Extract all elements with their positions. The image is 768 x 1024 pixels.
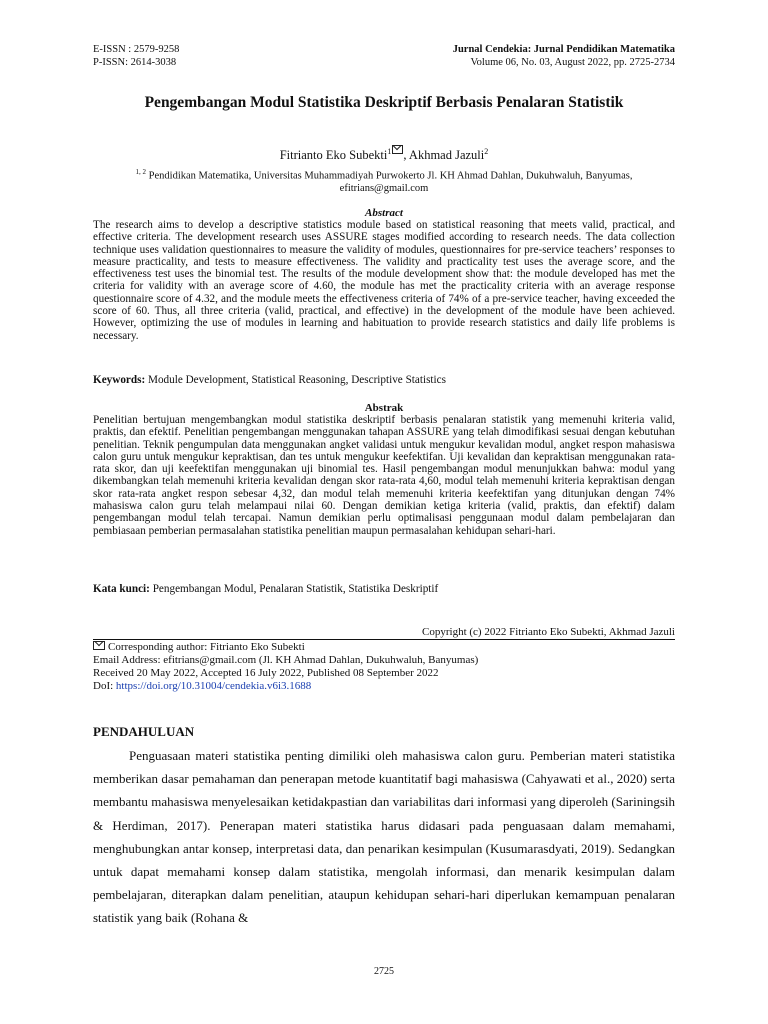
article-title: Pengembangan Modul Statistika Deskriptif Berbasis Penalaran Statistik xyxy=(144,94,624,111)
section-heading: PENDAHULUAN xyxy=(93,724,195,739)
copyright-notice: Copyright (c) 2022 Fitrianto Eko Subekti, Akhmad Jazuli xyxy=(422,626,675,638)
author-1-sup: 1 xyxy=(387,146,392,156)
affiliation xyxy=(93,166,675,196)
article-dates: Received 20 May 2022, Accepted 16 July 2022, Published 08 September 2022 xyxy=(93,667,439,679)
affiliation-text: Pendidikan Matematika, Universitas Muhammadiyah Purwokerto Jl. KH Ahmad Dahlan, Dukuhwaluh, Banyumas, xyxy=(146,170,633,182)
journal-volume: Volume 06, No. 03, August 2022, pp. 2725-2734 xyxy=(470,57,675,68)
doi-link[interactable]: https://doi.org/10.31004/cendekia.v6i3.1688 xyxy=(115,680,312,692)
doi-label: DoI: xyxy=(93,680,116,692)
journal-page xyxy=(93,0,675,1024)
journal-name: Jurnal Cendekia: Jurnal Pendidikan Matematika xyxy=(452,44,675,55)
divider-rule xyxy=(93,639,675,640)
corresponding-author: Corresponding author: Fitrianto Eko Subekti xyxy=(108,641,305,653)
author-1: Fitrianto Eko Subekti xyxy=(279,148,388,162)
corresponding-email: Email Address: efitrians@gmail.com (Jl. KH Ahmad Dahlan, Dukuhwaluh, Banyumas) xyxy=(93,654,479,666)
intro-paragraph: Penguasaan materi statistika penting dimiliki oleh mahasiswa calon guru. Pemberian materi statistika memberikan dasar pemahaman dan penerapan metode kuantitatif bagi mahasiswa (Cahyawati et al., 2020) serta membantu mahasiswa menyelesaikan ketidakpastian dan variabilitas dari informasi yang diperoleh (Sariningsih & Herdiman, 2017). Penerapan materi statistika harus didasari pada penguasaan dalam memahami, menghubungkan antar konsep, interpretasi data, dan penarikan kesimpulan (Kusumarasdyati, 2019). Sedangkan untuk dapat memahami konsep dalam statistika, mengolah informasi, dan menarik kesimpulan dalam pembelajaran, diterapkan dalam penelitian, ataupun kehidupan sehari-hari diperlukan kemampuan penalaran statistik yang baik (Rohana & xyxy=(93,748,675,926)
keywords-list-id: Pengembangan Modul, Penalaran Statistik, Statistika Deskriptif xyxy=(149,583,439,595)
affiliation-email[interactable]: efitrians@gmail.com xyxy=(339,183,429,194)
keywords-id xyxy=(93,583,675,596)
journal-block xyxy=(453,43,675,69)
keywords-label-id: Kata kunci: xyxy=(93,583,150,595)
author-line xyxy=(93,145,675,163)
abstract-heading-id: Abstrak xyxy=(364,402,404,414)
author-2: Akhmad Jazuli xyxy=(408,148,485,162)
page-number: 2725 xyxy=(374,966,394,977)
author-2-sup: 2 xyxy=(484,146,489,156)
keywords-label-en: Keywords: xyxy=(93,374,146,386)
eissn: E-ISSN : 2579-9258 xyxy=(93,44,180,55)
keywords-en xyxy=(93,374,675,387)
envelope-icon xyxy=(392,145,403,154)
author-separator: , xyxy=(403,148,409,162)
abstract-text-en: The research aims to develop a descriptive statistics module based on statistical reasoning that meets valid, practical, and effective criteria. The development research uses ASSURE stages modified according to research needs. The data collection technique uses validation questionnaires to measure the validity of modules, questionnaires for pre-service teachers’ responses to measure practicality, and tests to measure effectiveness. The validity and practicality test uses the average score, and the effectiveness test uses the binomial test. The results of the module development show that: the module developed has met the criteria for validity with an average score of 4.60, the module has met the practicality criteria with an average response questionnaire score of 4.32, and the module meets the effectiveness criteria of 74% of a pre-service teacher, having exceeded the score of 60. Thus, all three criteria (valid, practical, and effective) in the development of the module have been achieved. However, optimizing the use of modules in learning and habituation to provide research statistics and daily life problems is necessary. xyxy=(93,219,675,342)
correspondence-block xyxy=(93,641,675,693)
envelope-icon xyxy=(93,641,105,650)
affiliation-sup: 1, 2 xyxy=(135,168,147,176)
issn-block xyxy=(93,43,179,69)
abstract-heading-en: Abstract xyxy=(365,207,403,219)
keywords-list-en: Module Development, Statistical Reasoning, Descriptive Statistics xyxy=(145,374,446,386)
pissn: P-ISSN: 2614-3038 xyxy=(93,57,177,68)
abstract-text-id: Penelitian bertujuan mengembangkan modul statistika deskriptif berbasis penalaran statistik yang memenuhi kriteria valid, praktis, dan efektif. Penelitian pengembangan menggunakan tahapan ASSURE yang telah dimodifikasi sesuai dengan kebutuhan penelitian. Teknik pengumpulan data menggunakan angket validasi untuk mengukur kevalidan modul, angket respon mahasiswa calon guru untuk mengukur kepraktisan, dan tes untuk mengukur keefektifan. Uji kevalidan dan kepraktisan menggunakan rata-rata skor, dan uji keefektifan menggunakan uji binomial tes. Hasil pengembangan modul menunjukkan bahwa: modul yang dikembangkan telah memenuhi kriteria kevalidan dengan skor rata-rata 4,60, modul telah memenuhi kriteria kepraktisan dengan skor rata-rata angket respon sebesar 4,32, dan modul telah memenuhi kriteria keefektifan yang ditunjukan dengan 74% mahasiswa calon guru telah melampaui nilai 60. Dengan demikian ketiga kriteria (valid, praktis, dan efektif) dalam pengembangan modul telah tercapai. Namun demikian perlu optimalisasi penggunaan modul dalam pembelajaran dan pembiasaan pemberian permasalahan statistika penelitian maupun permasalahan kehidupan sehari-hari. xyxy=(93,414,675,537)
